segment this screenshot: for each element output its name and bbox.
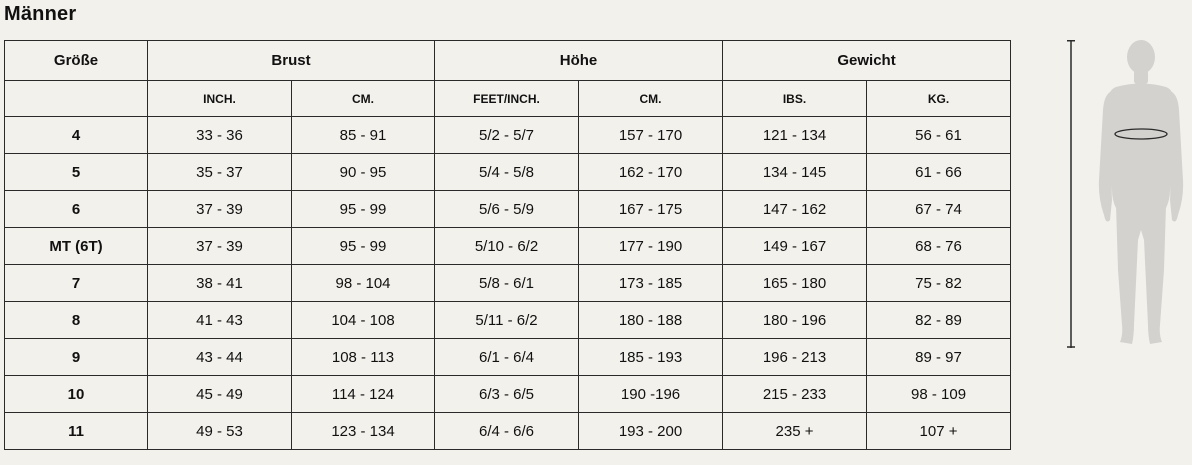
size-chart-table [4, 40, 1011, 450]
value-cell: 108 - 113 [292, 339, 435, 376]
value-cell: 114 - 124 [292, 376, 435, 413]
value-cell: 193 - 200 [579, 413, 723, 450]
header-chest-cm: CM. [292, 81, 435, 117]
header-height: Höhe [435, 41, 723, 81]
value-cell: 107 + [867, 413, 1011, 450]
value-cell: 6/3 - 6/5 [435, 376, 579, 413]
table-row [5, 117, 1011, 154]
table-row [5, 376, 1011, 413]
value-cell: 67 - 74 [867, 191, 1011, 228]
value-cell: 5/4 - 5/8 [435, 154, 579, 191]
header-weight: Gewicht [723, 41, 1011, 81]
size-cell: 6 [5, 191, 148, 228]
value-cell: 5/10 - 6/2 [435, 228, 579, 265]
value-cell: 149 - 167 [723, 228, 867, 265]
page-title: Männer [4, 3, 77, 25]
value-cell: 95 - 99 [292, 191, 435, 228]
header-chest: Brust [148, 41, 435, 81]
header-weight-lbs: IBS. [723, 81, 867, 117]
table-row [5, 154, 1011, 191]
value-cell: 235 + [723, 413, 867, 450]
value-cell: 98 - 104 [292, 265, 435, 302]
value-cell: 43 - 44 [148, 339, 292, 376]
silhouette [1099, 40, 1183, 344]
header-height-feet: FEET/INCH. [435, 81, 579, 117]
table-row [5, 265, 1011, 302]
value-cell: 61 - 66 [867, 154, 1011, 191]
value-cell: 41 - 43 [148, 302, 292, 339]
size-cell: MT (6T) [5, 228, 148, 265]
body-figure [1066, 40, 1192, 350]
table-body [5, 117, 1011, 450]
value-cell: 147 - 162 [723, 191, 867, 228]
value-cell: 38 - 41 [148, 265, 292, 302]
value-cell: 98 - 109 [867, 376, 1011, 413]
size-cell: 4 [5, 117, 148, 154]
header-chest-inch: INCH. [148, 81, 292, 117]
value-cell: 89 - 97 [867, 339, 1011, 376]
value-cell: 56 - 61 [867, 117, 1011, 154]
value-cell: 196 - 213 [723, 339, 867, 376]
size-cell: 11 [5, 413, 148, 450]
value-cell: 180 - 196 [723, 302, 867, 339]
body-silhouette-icon [1066, 40, 1192, 350]
value-cell: 185 - 193 [579, 339, 723, 376]
size-cell: 7 [5, 265, 148, 302]
value-cell: 45 - 49 [148, 376, 292, 413]
header-weight-kg: KG. [867, 81, 1011, 117]
value-cell: 123 - 134 [292, 413, 435, 450]
size-cell: 8 [5, 302, 148, 339]
value-cell: 37 - 39 [148, 228, 292, 265]
value-cell: 157 - 170 [579, 117, 723, 154]
value-cell: 180 - 188 [579, 302, 723, 339]
header-size: Größe [5, 41, 148, 81]
value-cell: 215 - 233 [723, 376, 867, 413]
value-cell: 33 - 36 [148, 117, 292, 154]
value-cell: 68 - 76 [867, 228, 1011, 265]
size-cell: 5 [5, 154, 148, 191]
table-row [5, 228, 1011, 265]
value-cell: 5/8 - 6/1 [435, 265, 579, 302]
value-cell: 162 - 170 [579, 154, 723, 191]
value-cell: 5/11 - 6/2 [435, 302, 579, 339]
value-cell: 104 - 108 [292, 302, 435, 339]
table-row [5, 413, 1011, 450]
size-cell: 9 [5, 339, 148, 376]
value-cell: 165 - 180 [723, 265, 867, 302]
value-cell: 90 - 95 [292, 154, 435, 191]
value-cell: 35 - 37 [148, 154, 292, 191]
value-cell: 95 - 99 [292, 228, 435, 265]
value-cell: 6/4 - 6/6 [435, 413, 579, 450]
value-cell: 75 - 82 [867, 265, 1011, 302]
value-cell: 5/6 - 5/9 [435, 191, 579, 228]
table-row [5, 339, 1011, 376]
value-cell: 6/1 - 6/4 [435, 339, 579, 376]
table-row [5, 302, 1011, 339]
header-height-cm: CM. [579, 81, 723, 117]
value-cell: 85 - 91 [292, 117, 435, 154]
value-cell: 82 - 89 [867, 302, 1011, 339]
group-header-row [5, 41, 1011, 81]
value-cell: 134 - 145 [723, 154, 867, 191]
value-cell: 167 - 175 [579, 191, 723, 228]
table-row [5, 191, 1011, 228]
value-cell: 173 - 185 [579, 265, 723, 302]
unit-header-row [5, 81, 1011, 117]
value-cell: 5/2 - 5/7 [435, 117, 579, 154]
value-cell: 37 - 39 [148, 191, 292, 228]
header-empty [5, 81, 148, 117]
value-cell: 190 -196 [579, 376, 723, 413]
size-cell: 10 [5, 376, 148, 413]
value-cell: 177 - 190 [579, 228, 723, 265]
value-cell: 121 - 134 [723, 117, 867, 154]
value-cell: 49 - 53 [148, 413, 292, 450]
